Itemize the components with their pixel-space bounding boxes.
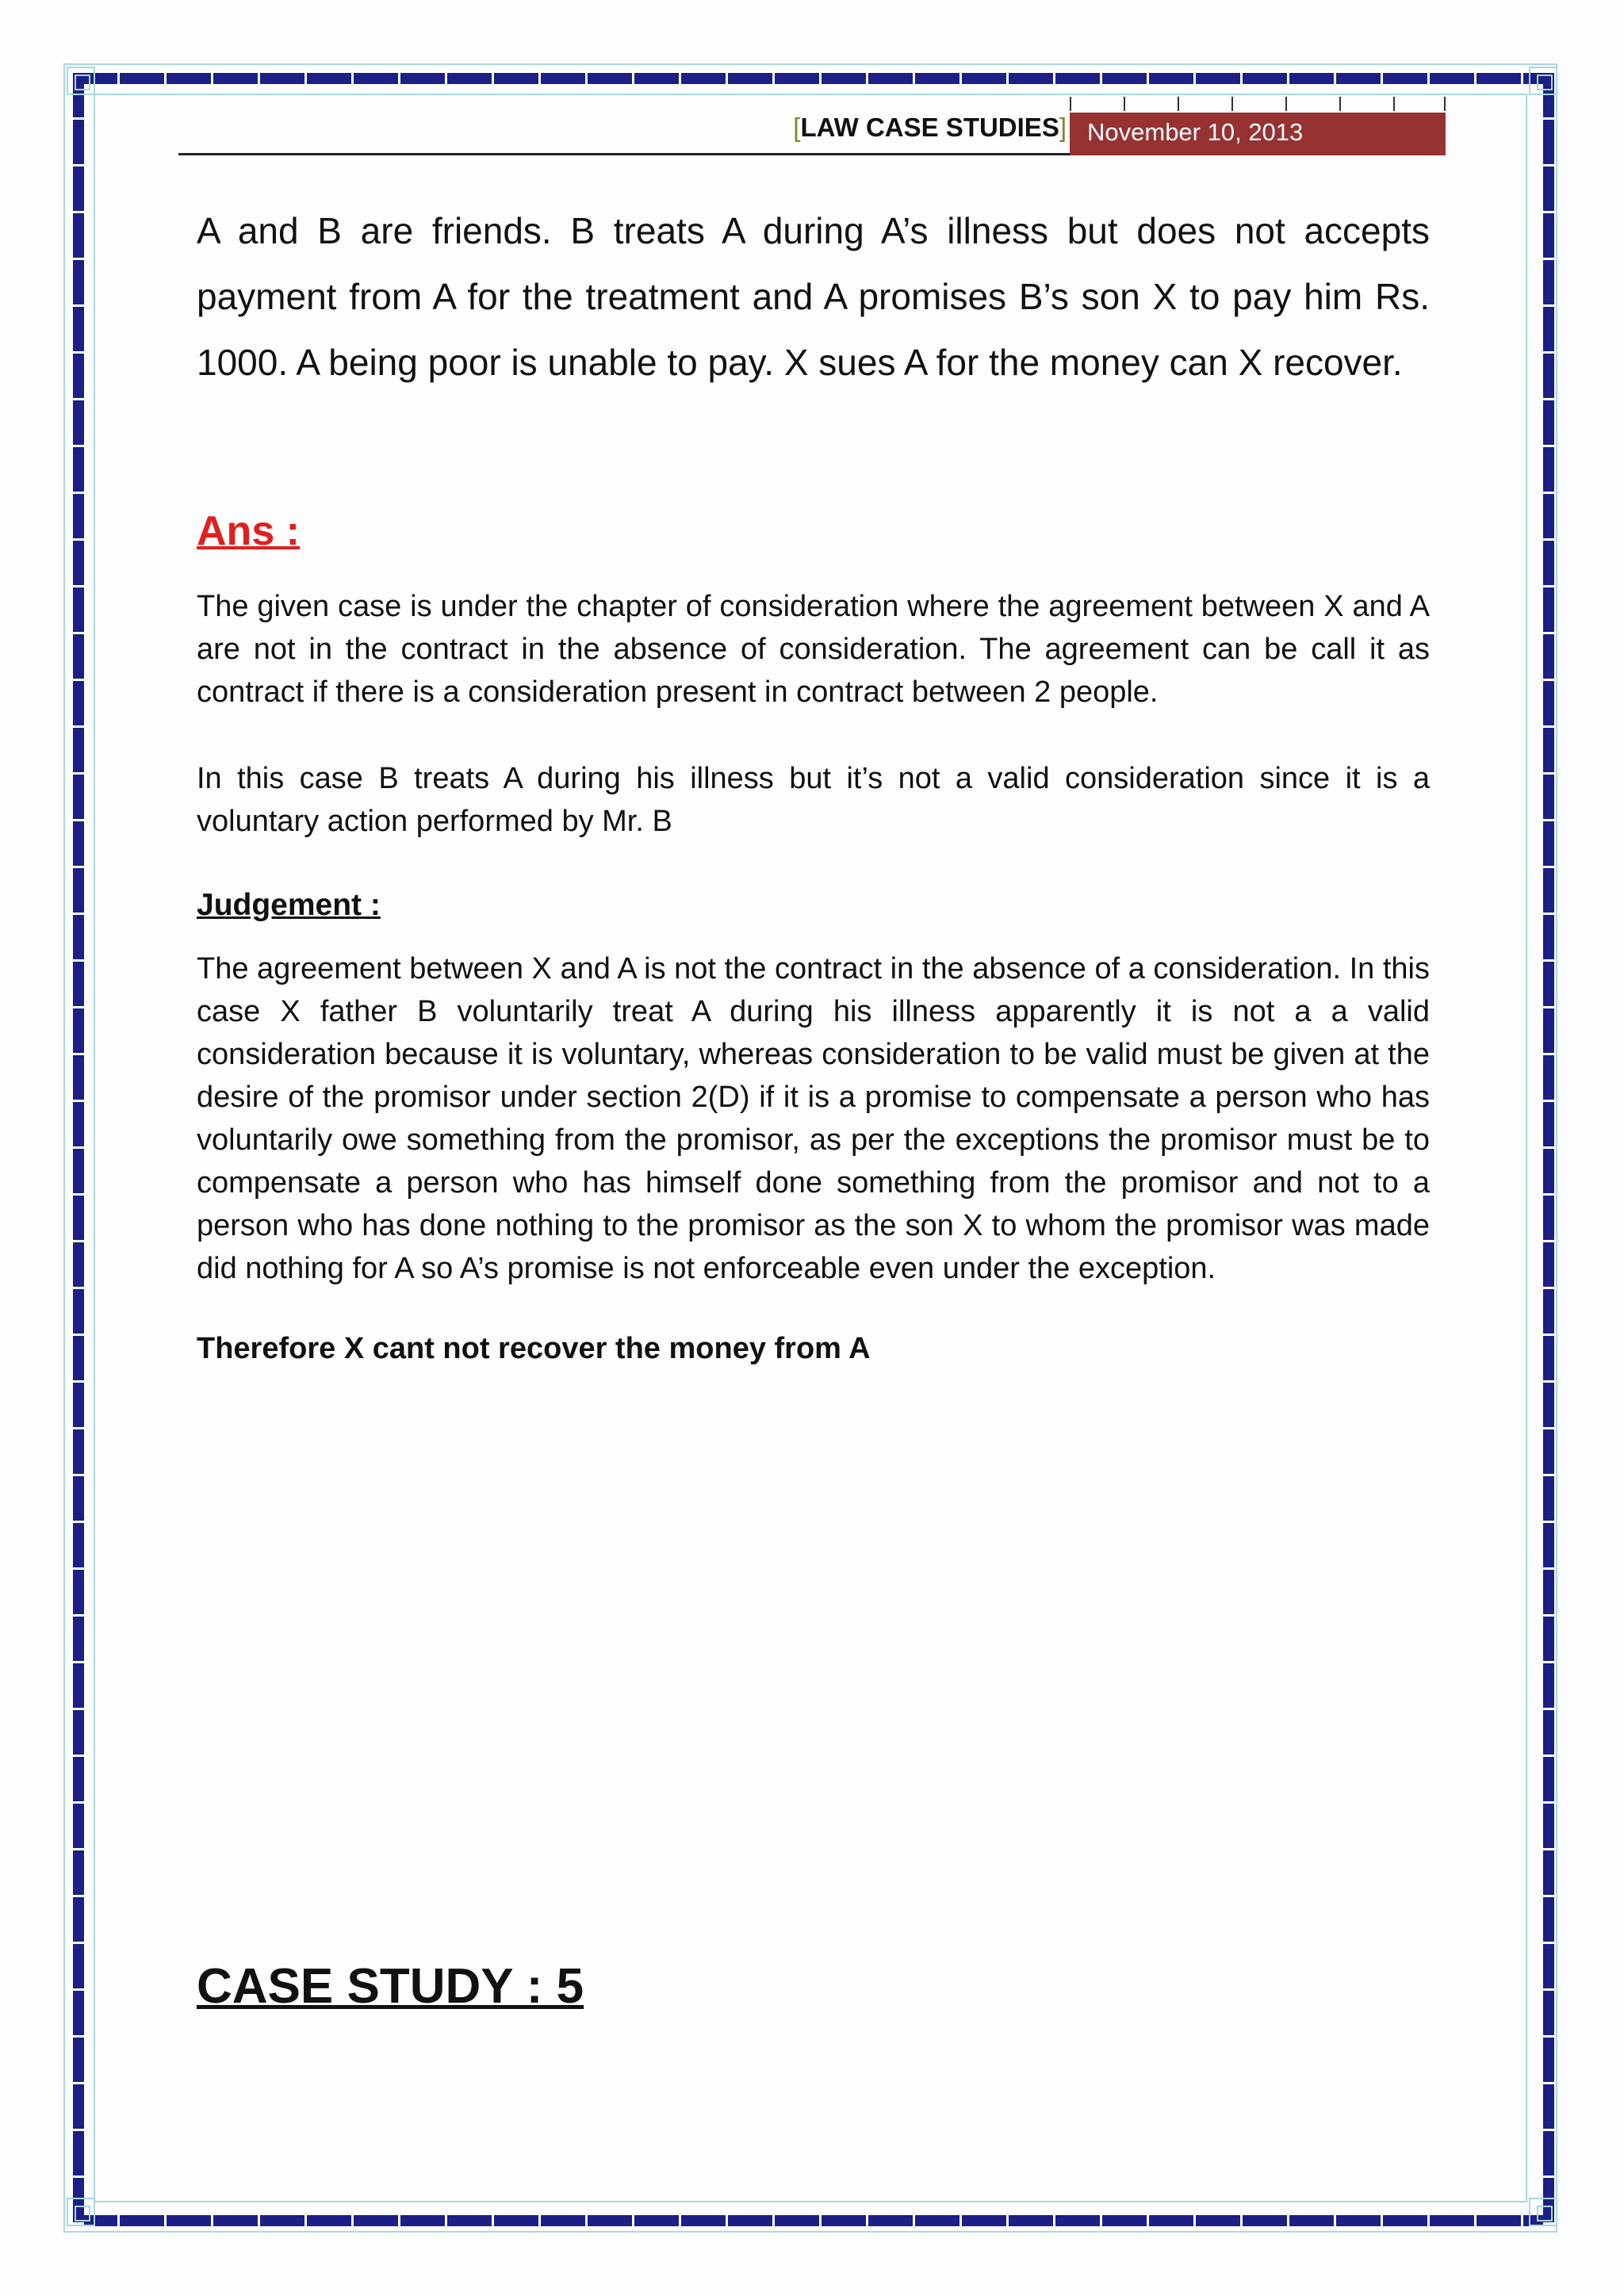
header-bracket-close: ]	[1059, 113, 1067, 142]
header-rule	[178, 153, 1070, 155]
border-corner-bottom-left	[67, 2198, 95, 2226]
judgement-heading: Judgement :	[197, 888, 381, 922]
header-title-text: LAW CASE STUDIES	[800, 113, 1059, 142]
date-tick-marks	[1070, 95, 1446, 111]
header-title	[793, 113, 1067, 143]
page-header	[178, 109, 1446, 155]
border-corner-top-left	[67, 67, 95, 95]
case-study-heading: CASE STUDY : 5	[197, 1959, 584, 2014]
header-bracket-open: [	[793, 113, 801, 142]
header-date: November 10, 2013	[1070, 113, 1446, 155]
border-corner-bottom-right	[1529, 2198, 1557, 2226]
answer-paragraph-1: The given case is under the chapter of consideration where the agreement between X and A are not in the contract in the absence of consideration. The agreement can be call it as contract if there is a consideration present in contract between 2 people.	[197, 590, 1430, 709]
answer-heading: Ans :	[197, 508, 300, 554]
judgement-paragraph: The agreement between X and A is not the contract in the absence of a consideration. In this case X father B voluntarily treat A during his illness apparently it is not a a valid consideration because it is voluntary, whereas consideration to be valid must be given at the desire of the promisor under section 2(D) if it is a promise to compensate a person who has voluntarily owe something from the promisor, as per the exceptions the promisor must be to compensate a person who has himself done something from the promisor and not to a person who has done nothing to the promisor as the son X to whom the promisor was made did nothing for A so A’s promise is not enforceable even under the exception.	[197, 952, 1430, 1285]
judgement-conclusion: Therefore X cant not recover the money from A	[197, 1332, 871, 1365]
case-question: A and B are friends. B treats A during A’s illness but does not accepts payment from A for the treatment and A promises B’s son X to pay him Rs. 1000. A being poor is unable to pay. X sues A for the money can X recover.	[197, 210, 1430, 383]
answer-paragraph-2: In this case B treats A during his illness but it’s not a valid consideration since it is a voluntary action performed by Mr. B	[197, 762, 1430, 838]
border-corner-top-right	[1529, 67, 1557, 95]
